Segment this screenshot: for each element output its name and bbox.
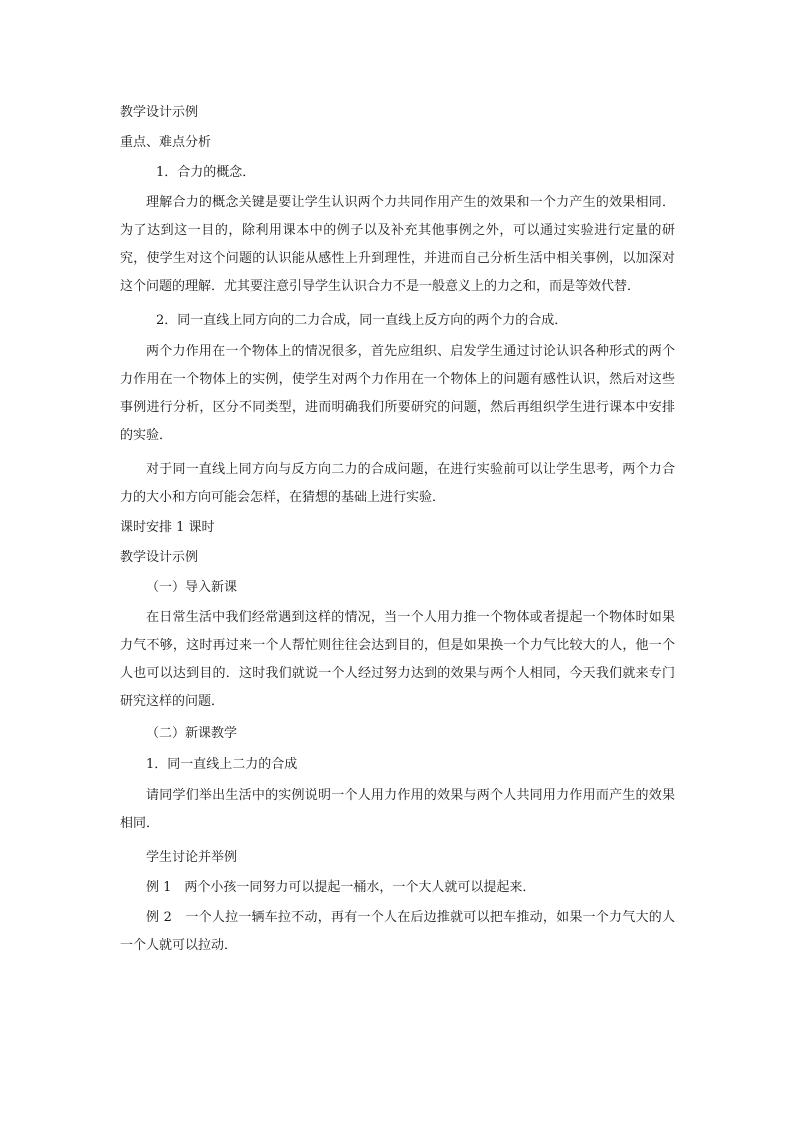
paragraph-example-1: 例 1 两个小孩一同努力可以提起一桶水，一个大人就可以提起来． <box>146 880 536 895</box>
subheading-collinear-resultant: 1．同一直线上二力的合成 <box>146 757 298 772</box>
paragraph-experiment-thinking: 对于同一直线上同方向与反方向二力的合成问题，在进行实验前可以让学生思考，两个力合力的大小和方向可能会怎样，在猜想的基础上进行实验． <box>120 462 675 505</box>
paragraph-introduction: 在日常生活中我们经常遇到这样的情况，当一个人用力推一个物体或者提起一个物体时如果力气不够，这时再过来一个人帮忙则往往会达到目的，但是如果换一个力气比较大的人，他一个人也可以达到目的．这时我们就说一个人经过努力达到的效果与两个人相同，今天我们就来专门研究这样的问题． <box>120 610 675 709</box>
item-resultant-concept: 1．合力的概念． <box>156 165 256 180</box>
heading-focus-analysis: 重点、难点分析 <box>120 135 212 150</box>
subheading-introduction: （一）导入新课 <box>146 580 238 595</box>
subheading-new-lesson: （二）新课教学 <box>146 726 238 741</box>
item-collinear-forces: 2．同一直线上同方向的二力合成，同一直线上反方向的两个力的合成． <box>156 313 568 328</box>
paragraph-student-discussion: 学生讨论并举例 <box>146 850 238 865</box>
heading-design-example: 教学设计示例 <box>120 105 199 120</box>
paragraph-student-examples-request: 请同学们举出生活中的实例说明一个人用力作用的效果与两个人共同用力作用而产生的效果相同． <box>120 788 675 831</box>
document-body <box>120 101 675 960</box>
heading-schedule: 课时安排 1 课时 <box>120 520 215 535</box>
paragraph-resultant-concept: 理解合力的概念关键是要让学生认识两个力共同作用产生的效果和一个力产生的效果相同．为了达到这一目的，除利用课本中的例子以及补充其他事例之外，可以通过实验进行定量的研究，使学生对这个问题的认识能从感性上升到理性，并进而自己分析生活中相关事例，以加深对这个问题的理解．尤其要注意引导学生认识合力不是一般意义上的力之和，而是等效代替． <box>120 195 675 294</box>
paragraph-forces-examples: 两个力作用在一个物体上的情况很多，首先应组织、启发学生通过讨论认识各种形式的两个力作用在一个物体上的实例，使学生对两个力作用在一个物体上的问题有感性认识，然后对这些事例进行分析，区分不同类型，进而明确我们所要研究的问题，然后再组织学生进行课本中安排的实验． <box>120 344 675 443</box>
paragraph-example-2: 例 2 一个人拉一辆车拉不动，再有一个人在后边推就可以把车推动，如果一个力气大的人一个人就可以拉动． <box>120 910 675 953</box>
heading-design-example-2: 教学设计示例 <box>120 550 199 565</box>
